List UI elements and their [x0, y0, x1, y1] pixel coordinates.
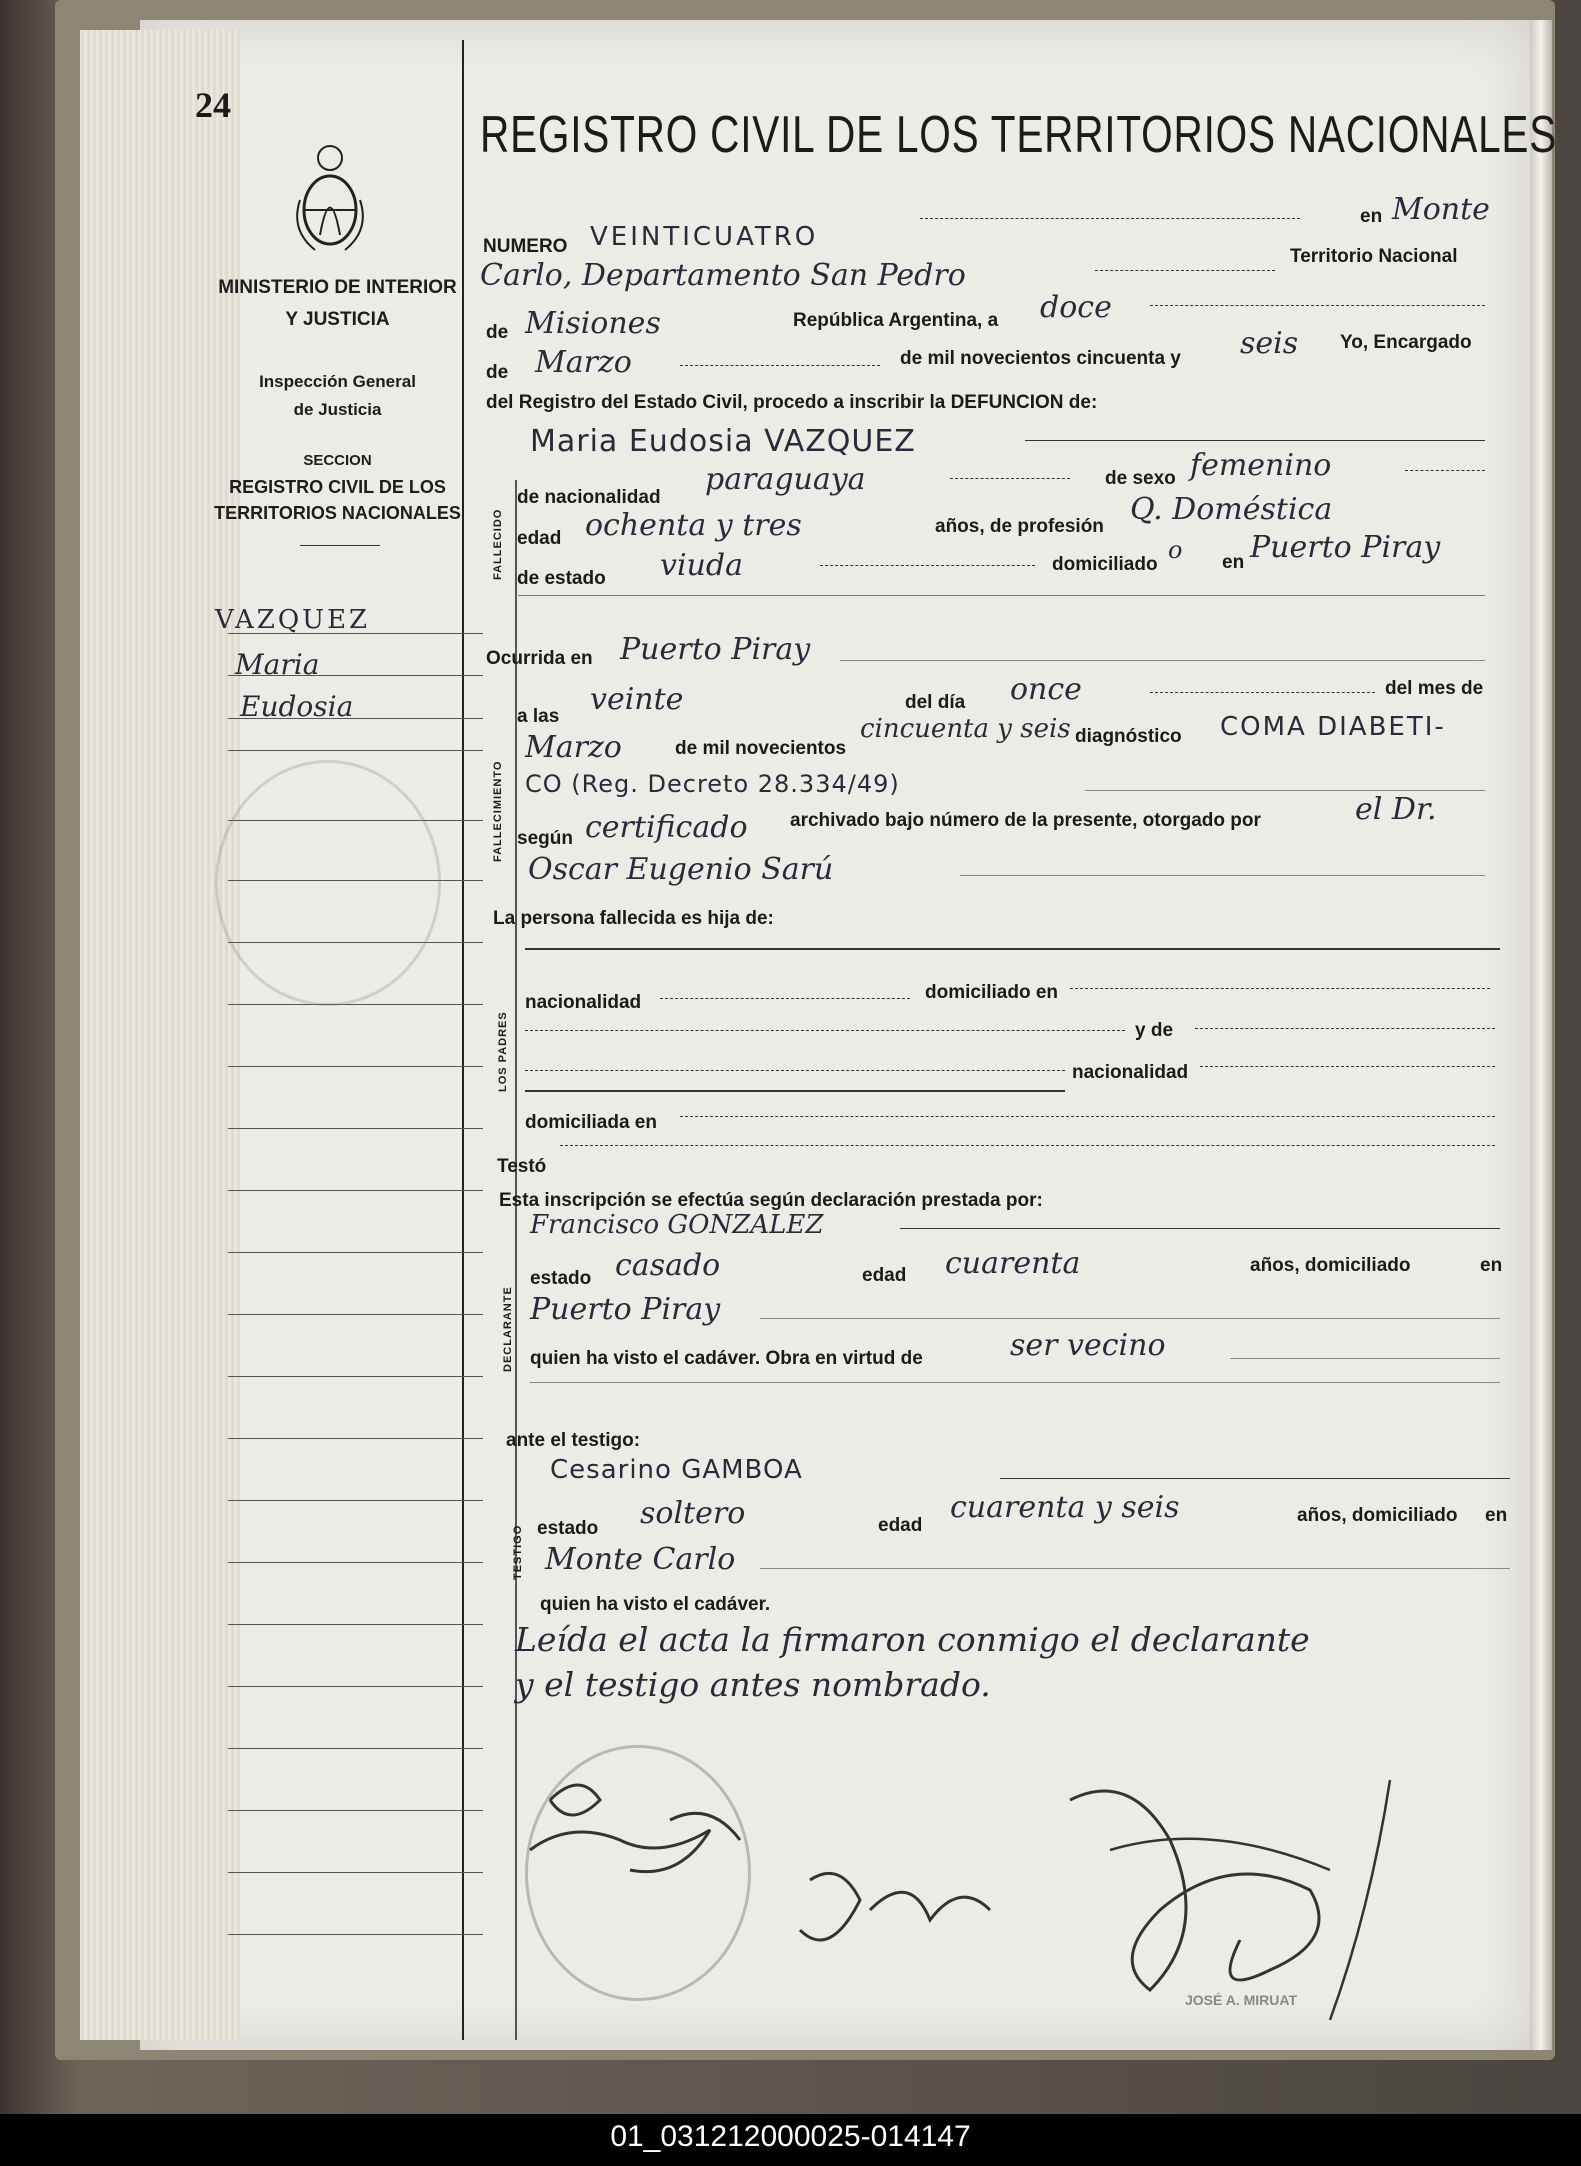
inspection-text [205, 368, 470, 424]
domiciliado-label: domiciliado [1052, 554, 1158, 575]
stamp-name: JOSÉ A. MIRUAT [1185, 1992, 1298, 2008]
section-line-1: REGISTRO CIVIL DE LOS [229, 477, 446, 497]
mes-line [680, 365, 880, 366]
diagnostico-line [1085, 790, 1485, 791]
left-rule [228, 718, 483, 719]
signatures-icon [510, 1760, 1510, 2050]
nac2-line [1200, 1066, 1495, 1067]
medico-value: Oscar Eugenio Sarú [528, 852, 834, 887]
estado-d-value: casado [615, 1248, 721, 1283]
obra-line [1230, 1358, 1500, 1359]
estado-line [820, 565, 1035, 566]
closing-note-2: y el testigo antes nombrado. [515, 1665, 991, 1704]
left-rule [228, 1314, 483, 1315]
testo-line [560, 1145, 1495, 1146]
en-t-label: en [1485, 1505, 1508, 1526]
sexo-label: de sexo [1105, 468, 1176, 489]
testigo-value: Cesarino GAMBOA [550, 1455, 803, 1485]
ante-label: ante el testigo: [506, 1430, 641, 1451]
republica-label: República Argentina, a [793, 310, 999, 331]
inspection-line-2: de Justicia [293, 400, 382, 419]
nombre-line [1025, 440, 1485, 441]
anos-dom-label: años, domiciliado [1250, 1255, 1411, 1276]
estado-d-label: estado [530, 1268, 592, 1289]
left-rule [228, 1252, 483, 1253]
mil-nov-label: de mil novecientos [675, 738, 847, 759]
left-rule [228, 1376, 483, 1377]
fallecido-end-line [518, 595, 1485, 596]
left-rule [228, 633, 483, 634]
coat-of-arms-icon [290, 140, 370, 260]
place-value: Carlo, Departamento San Pedro [480, 258, 966, 293]
dom-t-line [760, 1568, 1510, 1569]
left-rule [228, 1190, 483, 1191]
padres-mid-line [525, 1090, 1065, 1092]
medico-line [960, 875, 1485, 876]
diagnostico-1-value: COMA DIABETI- [1220, 712, 1446, 742]
ocurrida-value: Puerto Piray [620, 632, 811, 667]
anos-dom-t-label: años, domiciliado [1297, 1505, 1458, 1526]
numero-value: VEINTICUATRO [590, 222, 819, 252]
del-registro-label: del Registro del Estado Civil, procedo a inscribir la DEFUNCION de: [486, 392, 1098, 413]
dia-fall-value: once [1010, 672, 1082, 707]
testigo-line [1000, 1478, 1510, 1479]
declarante-line [900, 1228, 1500, 1229]
left-rule [228, 1748, 483, 1749]
testo-label: Testó [497, 1156, 547, 1177]
edad-d-value: cuarenta [945, 1246, 1081, 1281]
dia-fall-line [1150, 692, 1375, 693]
section-text [205, 448, 470, 526]
mil-label: de mil novecientos cincuenta y [900, 348, 1181, 369]
nac-padres-label: nacionalidad [525, 992, 642, 1013]
left-rule [228, 1004, 483, 1005]
padres-top-line [525, 948, 1500, 950]
numero-line [920, 218, 1300, 219]
register-title: REGISTRO CIVIL DE LOS TERRITORIOS NACIONALES [480, 106, 1558, 164]
dom-d-line [760, 1318, 1500, 1319]
domiciliada-line [680, 1116, 1495, 1117]
quien-obra-label: quien ha visto el cadáver. Obra en virtud de [530, 1348, 923, 1369]
estado-t-value: soltero [640, 1496, 746, 1531]
dom-d-value: Puerto Piray [530, 1292, 721, 1327]
left-rule [228, 675, 483, 676]
left-rule [228, 1872, 483, 1873]
margin-divider [462, 40, 464, 2040]
nacionalidad-label: de nacionalidad [517, 487, 661, 508]
section-label: SECCION [303, 452, 372, 469]
sexo-line [1405, 470, 1485, 471]
dia-line [1150, 305, 1485, 306]
declarante-end-line [530, 1382, 1500, 1383]
ocurrida-label: Ocurrida en [486, 648, 593, 669]
round-stamp-top [215, 760, 441, 1006]
estado-t-label: estado [537, 1518, 599, 1539]
nacionalidad-value: paraguaya [705, 462, 866, 497]
archivado-label: archivado bajo número de la presente, otorgado por [790, 810, 1261, 831]
domicilio-en-value: Puerto Piray [1250, 530, 1441, 565]
left-rule [228, 1066, 483, 1067]
edad-value: ochenta y tres [585, 508, 802, 543]
a-las-label: a las [517, 706, 560, 727]
margin-note-second: Eudosia [240, 690, 354, 723]
territorio-value: Misiones [525, 306, 661, 341]
en-d-label: en [1480, 1255, 1503, 1276]
diagnostico-label: diagnóstico [1075, 726, 1182, 747]
del-mes-label: del mes de [1385, 678, 1484, 699]
left-rule [228, 1810, 483, 1811]
fallecido-side-label: FALLECIDO [492, 508, 504, 580]
mes-fall-value: Marzo [525, 730, 622, 765]
dom-en-label: domiciliado en [925, 982, 1059, 1003]
ocurrida-line [840, 660, 1485, 661]
fallecimiento-side-label: FALLECIMIENTO [492, 760, 504, 862]
estado-value: viuda [660, 548, 743, 583]
testigo-side-label: TESTIGO [512, 1524, 524, 1580]
y-de-line [1195, 1028, 1495, 1029]
segun-label: según [517, 828, 573, 849]
nombre-value: Maria Eudosia VAZQUEZ [530, 424, 916, 459]
segun-value: certificado [585, 810, 748, 845]
territorio-label: Territorio Nacional [1290, 246, 1458, 267]
estado-label: de estado [517, 568, 606, 589]
page-right-edge [1530, 20, 1552, 2050]
ano-value: seis [1240, 326, 1299, 361]
left-rule [228, 750, 483, 751]
hora-value: veinte [590, 682, 684, 717]
nac2-label: nacionalidad [1072, 1062, 1189, 1083]
left-rule [228, 1438, 483, 1439]
en-label: en [1360, 206, 1383, 227]
page-number: 24 [195, 85, 231, 125]
padres-line-3 [525, 1070, 1065, 1071]
ministry-line-1: MINISTERIO DE INTERIOR [218, 277, 457, 298]
yo-label: Yo, Encargado [1340, 332, 1472, 353]
left-rule [228, 1128, 483, 1129]
padres-side-label: LOS PADRES [497, 1011, 509, 1092]
mes-value: Marzo [535, 345, 632, 380]
edad-label: edad [517, 528, 562, 549]
closing-note-1: Leída el acta la firmaron conmigo el declarante [515, 1620, 1310, 1659]
left-rule [228, 1500, 483, 1501]
sexo-value: femenino [1190, 448, 1332, 483]
nac-padres-line [660, 998, 910, 999]
dom-en-line [1070, 988, 1490, 989]
inspection-line-1: Inspección General [259, 372, 416, 391]
persona-label: La persona fallecida es hija de: [493, 908, 774, 929]
de1-label: de [486, 322, 509, 343]
edad-t-value: cuarenta y seis [950, 1490, 1180, 1525]
ministry-text [205, 272, 470, 336]
edad-d-label: edad [862, 1265, 907, 1286]
obra-value: ser vecino [1010, 1328, 1166, 1363]
padres-line-2 [525, 1030, 1125, 1031]
margin-note-first: Maria [235, 648, 320, 681]
section-line-2: TERRITORIOS NACIONALES [214, 503, 461, 523]
left-rule [228, 1934, 483, 1935]
domicilio-value: o [1168, 536, 1183, 564]
otorgado-value: el Dr. [1355, 792, 1437, 827]
declarante-side-label: DECLARANTE [502, 1286, 514, 1372]
inscripcion-label: Esta inscripción se efectúa según declaración prestada por: [499, 1190, 1043, 1211]
numero-label: NUMERO [483, 236, 568, 257]
dia-value: doce [1040, 290, 1112, 325]
place-line [1095, 270, 1275, 271]
del-dia-label: del día [905, 692, 966, 713]
ministry-line-2: Y JUSTICIA [285, 309, 390, 330]
dom-t-value: Monte Carlo [545, 1542, 736, 1577]
profesion-value: Q. Doméstica [1130, 492, 1333, 527]
en-fallecido-label: en [1222, 552, 1245, 573]
left-rule [228, 1624, 483, 1625]
nacionalidad-line [950, 478, 1070, 479]
left-rule [228, 1562, 483, 1563]
de2-label: de [486, 362, 509, 383]
y-de-label: y de [1135, 1020, 1174, 1041]
margin-note-surname: VAZQUEZ [215, 605, 371, 635]
quien-t-label: quien ha visto el cadáver. [540, 1594, 771, 1615]
anos-profesion-label: años, de profesión [935, 516, 1104, 537]
domiciliada-label: domiciliada en [525, 1112, 657, 1133]
ano-fall-value: cincuenta y seis [860, 714, 1071, 744]
diagnostico-2-value: CO (Reg. Decreto 28.334/49) [525, 770, 900, 798]
declarante-value: Francisco GONZALEZ [530, 1210, 824, 1240]
document-id: 01_031212000025-014147 [610, 2120, 971, 2153]
en-value: Monte [1392, 192, 1490, 227]
edad-t-label: edad [878, 1515, 923, 1536]
left-separator [300, 545, 380, 546]
left-rule [228, 1686, 483, 1687]
